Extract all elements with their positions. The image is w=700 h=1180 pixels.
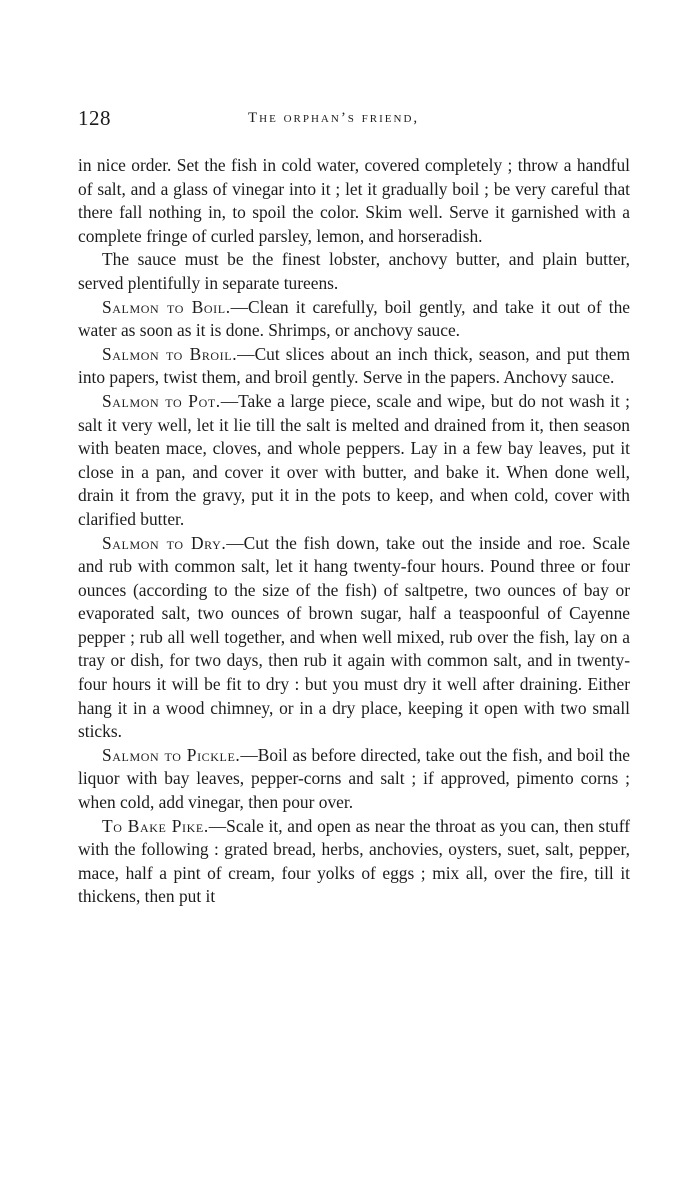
page-number: 128 [78, 106, 111, 130]
recipe-text: —Boil as before directed, take out the fish, and boil the liquor with bay leaves, pepper-corns and salt ; if approved, pimento corns ; when cold, add vinegar, then pour over. [78, 744, 630, 813]
paragraph-continuation [78, 154, 630, 248]
paragraph-sauce [78, 248, 630, 295]
recipe-salmon-to-dry [78, 532, 630, 744]
body-text [78, 154, 630, 909]
recipe-text: —Clean it carefully, boil gently, and take it out of the water as soon as it is done. Shrimps, or anchovy sauce. [78, 296, 630, 341]
page-header [78, 106, 630, 132]
recipe-salmon-to-pot [78, 390, 630, 532]
running-head: the orphan’s friend, [248, 110, 420, 126]
recipe-title: Salmon to Broil. [102, 343, 238, 364]
recipe-salmon-to-boil [78, 296, 630, 343]
recipe-title: Salmon to Pickle. [102, 744, 241, 765]
recipe-title: Salmon to Dry. [102, 532, 227, 553]
book-page [78, 106, 630, 909]
recipe-to-bake-pike [78, 815, 630, 909]
recipe-title: Salmon to Boil. [102, 296, 231, 317]
recipe-salmon-to-broil [78, 343, 630, 390]
recipe-title: To Bake Pike. [102, 815, 209, 836]
paragraph-text: in nice order. Set the fish in cold water, covered completely ; throw a handful of salt, and a glass of vinegar into it ; let it gradually boil ; be very careful that there fall nothing in, to spoil the color. Skim well. Serve it garnished with a complete fringe of curled parsley, lemon, and horseradish. [78, 155, 630, 246]
recipe-text: —Cut the fish down, take out the inside and roe. Scale and rub with common salt, let it hang twenty-four hours. Pound three or four ounces (according to the size of the fish) of saltpetre, two ounces of bay or evaporated salt, two ounces of brown sugar, half a teaspoonful of Cayenne pepper ; rub all well together, and when well mixed, rub over the fish, lay on a tray or dish, for two days, then rub it again with common salt, and in twenty-four hours it will be fit to dry : but you must dry it well after draining. Either hang it in a wood chimney, or in a dry place, keeping it open with two small sticks. [78, 532, 630, 742]
recipe-text: —Scale it, and open as near the throat as you can, then stuff with the following : grated bread, herbs, anchovies, oysters, suet, salt, pepper, mace, half a pint of cream, four yolks of eggs ; mix all, over the fire, till it thickens, then put it [78, 815, 630, 907]
paragraph-text: The sauce must be the finest lobster, anchovy butter, and plain butter, served plentifully in separate tureens. [78, 249, 630, 293]
recipe-text: —Take a large piece, scale and wipe, but do not wash it ; salt it very well, let it lie till the salt is melted and drained from it, then season with beaten mace, cloves, and whole peppers. Lay in a few bay leaves, put it close in a pan, and cover it over with butter, and bake it. When done well, drain it from the gravy, put it in the pots to keep, and when cold, cover with clarified butter. [78, 390, 630, 529]
recipe-title: Salmon to Pot. [102, 390, 221, 411]
recipe-salmon-to-pickle [78, 744, 630, 815]
recipe-text: —Cut slices about an inch thick, season, and put them into papers, twist them, and broil gently. Serve in the papers. Anchovy sauce. [78, 343, 630, 388]
